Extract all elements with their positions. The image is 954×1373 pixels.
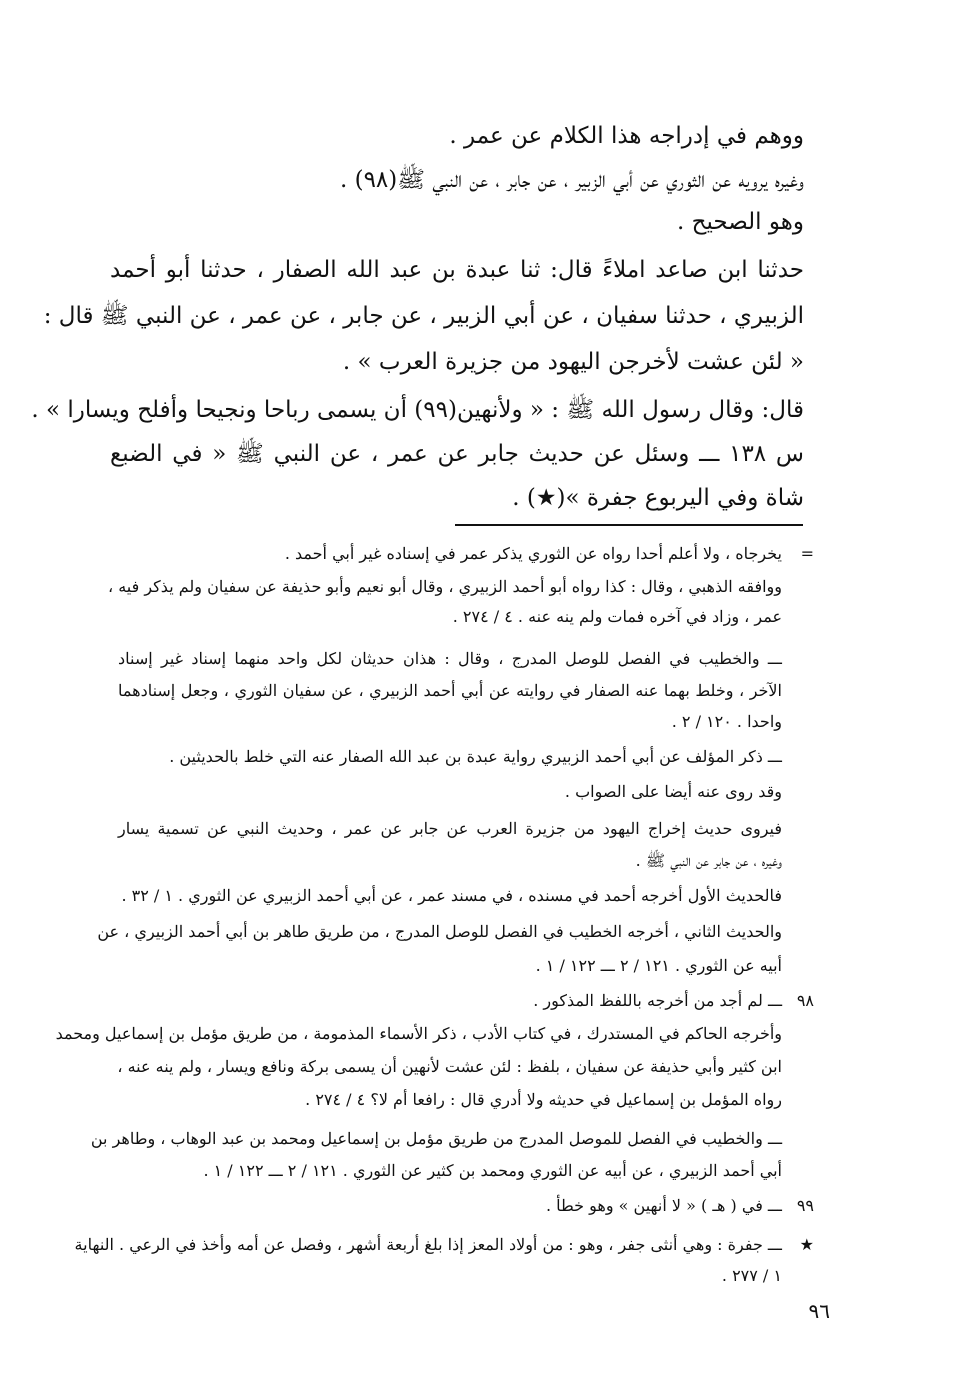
footnote-line-17: رواه المؤمل بن إسماعيل في حديثه ولا أدري قال : رافعا أم لا؟ ٤ / ٢٧٤ . xyxy=(305,1090,782,1109)
body-line-3: وهو الصحيح . xyxy=(676,209,804,235)
body-line-7: قال: وقال رسول الله ﷺ : « ولأنهين(٩٩) أن يسمى رباحا ونجيحا وأفلح ويسارا » . xyxy=(31,397,804,423)
footnote-line-15: وأخرجه الحاكم في المستدرك ، في كتاب الأدب ، ذكر الأسماء المذمومة ، من طريق مؤمل بن إسماعيل ومحمد xyxy=(55,1024,782,1043)
footnote-line-3: عمر ، وزاد في آخره فمات ولم ينه عنه . ٤ / ٢٧٤ . xyxy=(452,607,782,626)
body-line-1: ووهم في إدراجه هذا الكلام عن عمر . xyxy=(449,123,804,149)
footnote-line-9: فيروى حديث إخراج اليهود من جزيرة العرب عن جابر عن عمر ، وحديث النبي عن تسمية يسار xyxy=(118,819,782,838)
body-line-5: الزبيري ، حدثنا سفيان ، عن أبي الزبير ، عن جابر ، عن عمر ، عن النبي ﷺ قال : xyxy=(43,303,804,329)
footnote-line-21: ـــ جفرة : وهي أنثى جفر ، وهو : من أولاد المعز إذا بلغ أربعة أشهر ، وفصل عن أمه وأخذ في الرعي . النهاية xyxy=(74,1235,782,1254)
footnote-number-99: ٩٩ xyxy=(796,1196,814,1215)
body-line-9: شاة وفي اليربوع جفرة »(★) . xyxy=(512,485,804,511)
footnote-line-2: ووافقه الذهبي ، وقال : كذا رواه أبو أحمد الزبيري ، وقال أبو نعيم وأبو حذيفة عن سفيان ولم يذكر فيه ، xyxy=(107,577,782,596)
footnote-line-11: فالحديث الأول أخرجه أحمد في مسنده ، في مسند عمر ، عن أبي أحمد الزبيري عن الثوري . ١ / ٣٢ . xyxy=(121,886,782,905)
footnote-line-19: أبي أحمد الزبيري ، عن أبيه عن الثوري ومحمد بن كثير عن الثوري . ١٢١ / ٢ ـــ ١٢٢ / ١ . xyxy=(203,1161,782,1180)
body-line-4: حدثنا ابن صاعد املاءً قال: ثنا عبدة بن عبد الله الصفار ، حدثنا أبو أحمد xyxy=(110,257,804,283)
page-number: ٩٦ xyxy=(808,1299,830,1323)
footnote-line-5: الآخر ، وخلط بهما عنه الصفار في روايته عن أبي أحمد الزبيري ، عن سفيان الثوري ، وجعل إسنادهما xyxy=(118,681,782,700)
footnote-line-22: ١ / ٢٧٧ . xyxy=(721,1266,782,1285)
footnote-line-16: ابن كثير وأبي حذيفة عن سفيان ، بلفظ : لئن عشت لأنهين أن يسمى بركة ونافع ويسار ، ولم ينه عنه ، xyxy=(117,1057,782,1076)
footnote-line-8: وقد روى عنه أيضا على الصواب . xyxy=(564,782,782,801)
footnote-separator xyxy=(455,524,803,526)
footnote-line-20: ـــ في ( هـ ) « لا أنهين » وهو خطأ . xyxy=(546,1196,782,1215)
footnote-line-13: أبيه عن الثوري . ١٢١ / ٢ ـــ ١٢٢ / ١ . xyxy=(535,956,782,975)
body-line-6: « لئن عشت لأخرجن اليهود من جزيرة العرب » . xyxy=(342,349,804,375)
footnote-line-18: ـــ والخطيب في الفصل للموصل المدرج من طريق مؤمل بن إسماعيل ومحمد بن عبد الوهاب ، وطاهر بن xyxy=(90,1129,782,1148)
footnote-number-98: ٩٨ xyxy=(796,991,814,1010)
footnote-line-12: والحديث الثاني ، أخرجه الخطيب في الفصل للوصل المدرج ، من طريق طاهر بن أبي أحمد الزبيري ، عن xyxy=(97,922,782,941)
body-line-2: وغيره يرويه عن الثوري عن أبي الزبير ، عن جابر ، عن النبي ﷺ(٩٨) . xyxy=(339,167,804,193)
footnote-line-1: يخرجاه ، ولا أعلم أحدا رواه عن الثوري يذكر عمر في إسناده غير أبي أحمد . xyxy=(284,544,782,563)
body-line-8: س ١٣٨ ـــ وسئل عن حديث جابر عن عمر ، عن النبي ﷺ « في الضبع xyxy=(110,441,804,467)
footnote-line-10: وغيره ، عن جابر عن النبي ﷺ . xyxy=(635,851,782,870)
footnote-line-14: ـــ لم أجد من أخرجه باللفظ المذكور . xyxy=(533,991,782,1010)
footnote-line-4: ـــ والخطيب في الفصل للوصل المدرج ، وقال : هذان حديثان لكل واحد منهما إسناد غير إسناد xyxy=(118,649,782,668)
footnote-star-mark: ★ xyxy=(799,1235,814,1254)
footnote-continuation-mark: = xyxy=(800,544,814,563)
footnote-line-7: ـــ ذكر المؤلف عن أبي أحمد الزبيري رواية عبدة بن عبد الله الصفار عنه التي خلط بالحديثين . xyxy=(169,747,782,766)
footnote-line-6: واحدا . ١٢٠ / ٢ . xyxy=(671,712,782,731)
